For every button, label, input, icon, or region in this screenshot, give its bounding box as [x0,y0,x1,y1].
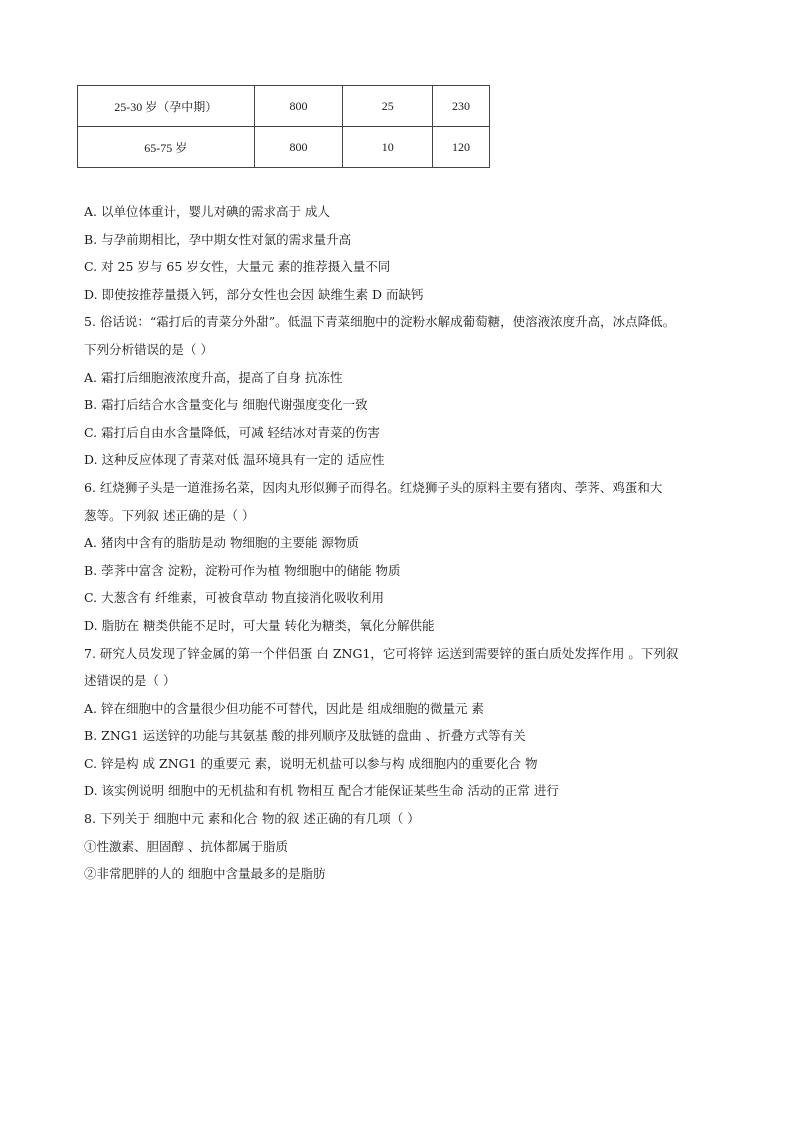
question-stem: 5. 俗话说：“霜打后的青菜分外甜”。低温下青菜细胞中的淀粉水解成葡萄糖，使溶液浓度升高，冰点降低。 [84,314,676,330]
question-stem: 葱等。下列叙 述正确的是（ ） [84,507,255,523]
option-line: D. 脂肪在 糖类供能不足时，可大量 转化为糖类，氧化分解供能 [84,617,435,633]
nutrient-table [77,85,490,168]
option-line: D. 即使按推荐量摄入钙，部分女性也会因 缺维生素 D 而缺钙 [84,286,424,302]
option-line: D. 这种反应体现了青菜对低 温环境具有一定的 适应性 [84,452,385,468]
table-cell: 65-75 岁 [78,127,255,168]
table-row [78,127,490,168]
table-cell: 230 [433,86,490,127]
table-cell: 25-30 岁（孕中期） [78,86,255,127]
option-line: C. 大葱含有 纤维素，可被食草动 物直接消化吸收利用 [84,590,385,606]
statement-line: ②非常肥胖的人的 细胞中含量最多的是脂肪 [84,866,326,882]
option-line: A. 猪肉中含有的脂肪是动 物细胞的主要能 源物质 [84,535,359,551]
question-stem: 8. 下列关于 细胞中元 素和化合 物的叙 述正确的有几项（ ） [84,811,420,827]
table-cell: 120 [433,127,490,168]
option-line: C. 对 25 岁与 65 岁女性，大量元 素的推荐摄入量不同 [84,259,391,275]
table-cell: 800 [254,127,343,168]
option-line: C. 锌是构 成 ZNG1 的重要元 素，说明无机盐可以参与构 成细胞内的重要化合 物 [84,755,538,771]
question-text [84,198,734,888]
option-line: B. 霜打后结合水含量变化与 细胞代谢强度变化一致 [84,397,368,413]
option-line: A. 锌在细胞中的含量很少但功能不可替代，因此是 组成细胞的微量元 素 [84,700,484,716]
table-row [78,86,490,127]
table-cell: 25 [343,86,433,127]
option-line: A. 霜打后细胞液浓度升高，提高了自身 抗冻性 [84,369,343,385]
option-line: B. ZNG1 运送锌的功能与其氨基 酸的排列顺序及肽链的盘曲 、折叠方式等有关 [84,728,526,744]
question-stem: 述错误的是（ ） [84,673,176,689]
question-stem: 6. 红烧狮子头是一道淮扬名菜，因肉丸形似狮子而得名。红烧狮子头的原料主要有猪肉、荸荠、鸡蛋和大 [84,479,663,495]
question-stem: 7. 研究人员发现了锌金属的第一个伴侣蛋 白 ZNG1，它可将锌 运送到需要锌的蛋白质处发挥作用 。下列叙 [84,645,679,661]
option-line: C. 霜打后自由水含量降低，可减 轻结冰对青菜的伤害 [84,424,381,440]
option-line: A. 以单位体重计，婴儿对碘的需求高于 成人 [84,204,330,219]
question-stem: 下列分析错误的是（ ） [84,341,213,357]
statement-line: ①性激素、胆固醇 、抗体都属于脂质 [84,838,288,854]
option-line: D. 该实例说明 细胞中的无机盐和有机 物相互 配合才能保证某些生命 活动的正常 进行 [84,783,559,799]
option-line: B. 与孕前期相比，孕中期女性对氯的需求量升高 [84,231,352,247]
table-cell: 10 [343,127,433,168]
table-cell: 800 [254,86,343,127]
option-line: B. 荸荠中富含 淀粉，淀粉可作为植 物细胞中的储能 物质 [84,562,401,578]
